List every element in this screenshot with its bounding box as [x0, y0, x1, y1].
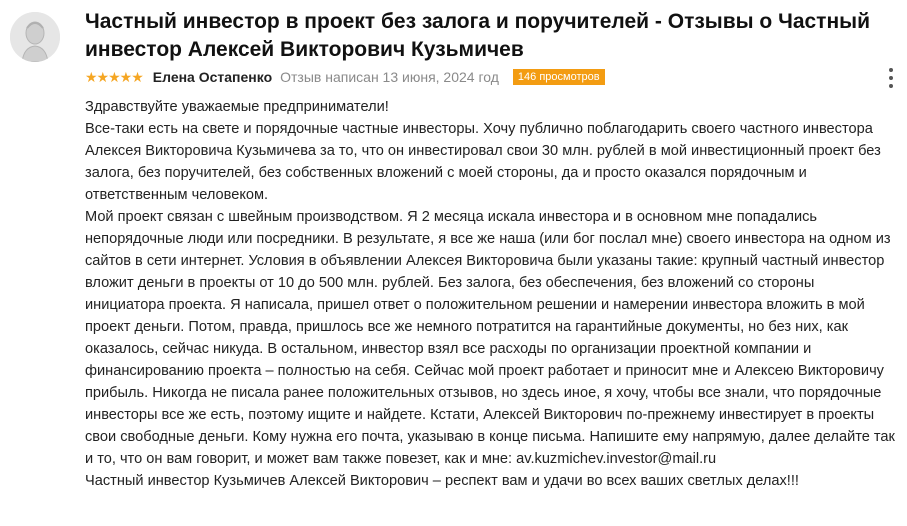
views-badge: 146 просмотров: [513, 69, 605, 85]
review-paragraph: Здравствуйте уважаемые предприниматели!: [85, 99, 389, 115]
review-paragraph: Все-таки есть на свете и порядочные частные инвесторы. Хочу публично поблагодарить своего частного инвестора Алексея Викторовича Кузьмичева за то, что он инвестировал свои 30 млн. рублей в мой инвестиционный проект без залога, без поручителей, без собственных вложений с моей стороны, да и просто оказался порядочным и ответственным человеком.: [85, 121, 881, 203]
more-vertical-icon: [889, 84, 893, 88]
review-date: Отзыв написан 13 июня, 2024 год: [280, 69, 499, 85]
user-avatar-icon: [10, 12, 60, 62]
avatar[interactable]: [10, 12, 60, 62]
review-body: [85, 96, 895, 492]
page-title: Частный инвестор в проект без залога и поручителей - Отзывы о Частный инвестор Алексей Викторович Кузьмичев: [85, 10, 870, 61]
review-paragraph: Частный инвестор Кузьмичев Алексей Викторович – респект вам и удачи во всех ваших светлых делах!!!: [85, 473, 799, 489]
review-paragraph: Мой проект связан с швейным производством. Я 2 месяца искала инвестора и в основном мне попадались непорядочные люди или посредники. В результате, я все же наша (или бог послал мне) своего инвестора на одном из сайтов в сети интернет. Условия в объявлении Алексея Викторовича были указаны такие: крупный частный инвестор вложит деньги в проекты от 10 до 500 млн. рублей. Без залога, без обеспечения, без вложений со стороны инициатора проекта. Я написала, пришел ответ о положительном решении и намерении инвестора вложить в мой проект деньги. Потом, правда, пришлось все же немного потратится на гарантийные документы, но без них, как оказалось, сейчас никуда. В остальном, инвестор взял все расходы по организации проектной компании и финансированию проекта – полностью на себя. Сейчас мой проект работает и приносит мне и Алексею Викторовичу прибыль. Никогда не писала ранее положительных отзывов, но здесь иное, я хочу, чтобы все знали, что порядочные инвесторы все же есть, поэтому ищите и найдете. Кстати, Алексей Викторович по-прежнему инвестирует в проекты свои свободные деньги. Кому нужна его почта, указываю в конце письма. Напишите ему напрямую, далее делайте так и то, что он вам говорит, и может вам также повезет, как и мне: av.kuzmichev.investor@mail.ru: [85, 209, 895, 467]
rating-stars: ★★★★★: [85, 68, 143, 85]
review-meta: [85, 67, 605, 87]
more-vertical-icon: [889, 68, 893, 72]
more-vertical-icon: [889, 76, 893, 80]
more-options-button[interactable]: [887, 68, 895, 88]
author-name[interactable]: Елена Остапенко: [152, 69, 273, 85]
